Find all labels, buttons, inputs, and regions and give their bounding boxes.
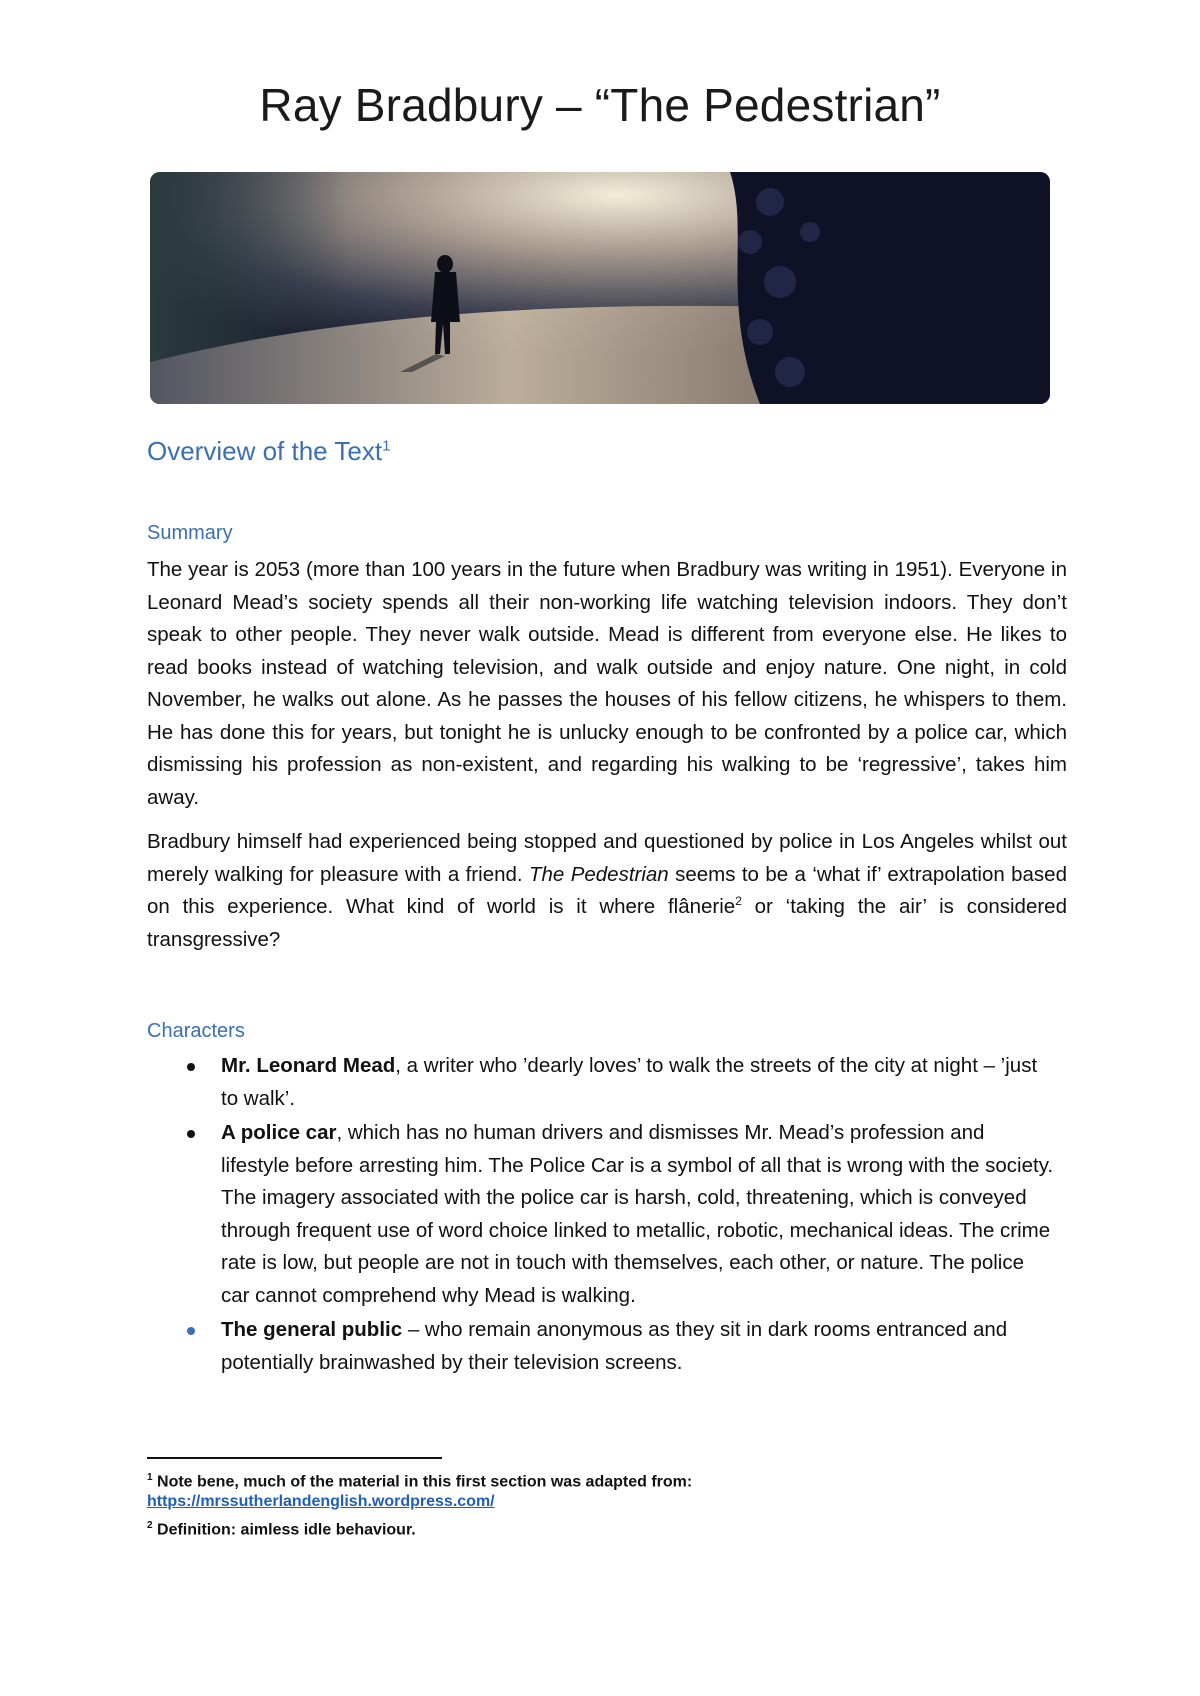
footnote-ref-1[interactable]: 1	[382, 437, 391, 455]
characters-heading: Characters	[147, 1020, 245, 1042]
footnote-1-text: Note bene, much of the material in this first section was adapted from:	[152, 1473, 693, 1491]
footnote-1-number: 1	[147, 1472, 153, 1483]
night-street-image	[150, 172, 1050, 404]
character-description: , a writer who ’dearly loves’ to walk the streets of the city at night – ’just to walk’.	[221, 1054, 1038, 1110]
character-description: – who remain anonymous as they sit in dark rooms entranced and potentially brainwashed by their television screens.	[221, 1318, 1008, 1374]
paragraph2-part-c: or ‘taking the air’ is considered transgressive?	[147, 895, 1067, 951]
characters-list	[147, 1050, 1057, 1381]
list-item	[147, 1050, 1057, 1115]
footnote-divider	[147, 1457, 442, 1459]
bullet-icon	[187, 1130, 195, 1138]
bullet-icon	[187, 1063, 195, 1071]
bullet-icon	[187, 1327, 195, 1335]
character-description: , which has no human drivers and dismisses Mr. Mead’s profession and lifestyle before arresting him. The Police Car is a symbol of all that is wrong with the society. The imagery associated with the police car is harsh, cold, threatening, which is conveyed through frequent use of word choice linked to metallic, robotic, mechanical ideas. The crime rate is low, but people are not in touch with themselves, each other, or nature. The police car cannot comprehend why Mead is walking.	[221, 1121, 1054, 1307]
character-name: The general public	[221, 1318, 403, 1341]
character-name: A police car	[221, 1121, 337, 1144]
list-item	[147, 1117, 1057, 1312]
footnote-1-link-line	[147, 1490, 495, 1514]
footnote-2-text: Definition: aimless idle behaviour.	[152, 1521, 416, 1539]
summary-paragraph-1: The year is 2053 (more than 100 years in the future when Bradbury was writing in 1951). Everyone in Leonard Mead’s society spends all their non-working life watching television indoors. They don’t speak to other people. They never walk outside. Mead is different from everyone else. He likes to read books instead of watching television, and walk outside and enjoy nature. One night, in cold November, he walks out alone. As he passes the houses of his fellow citizens, he whispers to them. He has done this for years, but tonight he is unlucky enough to be confronted by a police car, which dismissing his profession as non-existent, and regarding his walking to be ‘regressive’, takes him away.	[147, 558, 1067, 809]
footnote-ref-2[interactable]: 2	[735, 894, 742, 909]
overview-heading-text: Overview of the Text	[147, 436, 383, 466]
overview-heading	[147, 436, 390, 467]
paragraph2-part-a: Bradbury himself had experienced being stopped and questioned by police in Los Angeles whilst out merely walking for pleasure with a friend.	[147, 830, 1067, 886]
character-name: Mr. Leonard Mead	[221, 1054, 396, 1077]
story-title-italic: The Pedestrian	[528, 862, 669, 886]
footnote-2-number: 2	[147, 1520, 153, 1531]
page-title: Ray Bradbury – “The Pedestrian”	[259, 79, 941, 131]
source-link[interactable]: https://mrssutherlandenglish.wordpress.com/	[147, 1493, 495, 1510]
summary-paragraph-2	[147, 826, 1067, 956]
summary-heading: Summary	[147, 522, 233, 544]
list-item	[147, 1314, 1057, 1379]
paragraph2-part-b: seems to be a ‘what if’ extrapolation based on this experience. What kind of world is it where flânerie	[147, 862, 1067, 918]
footnote-2	[147, 1514, 416, 1542]
